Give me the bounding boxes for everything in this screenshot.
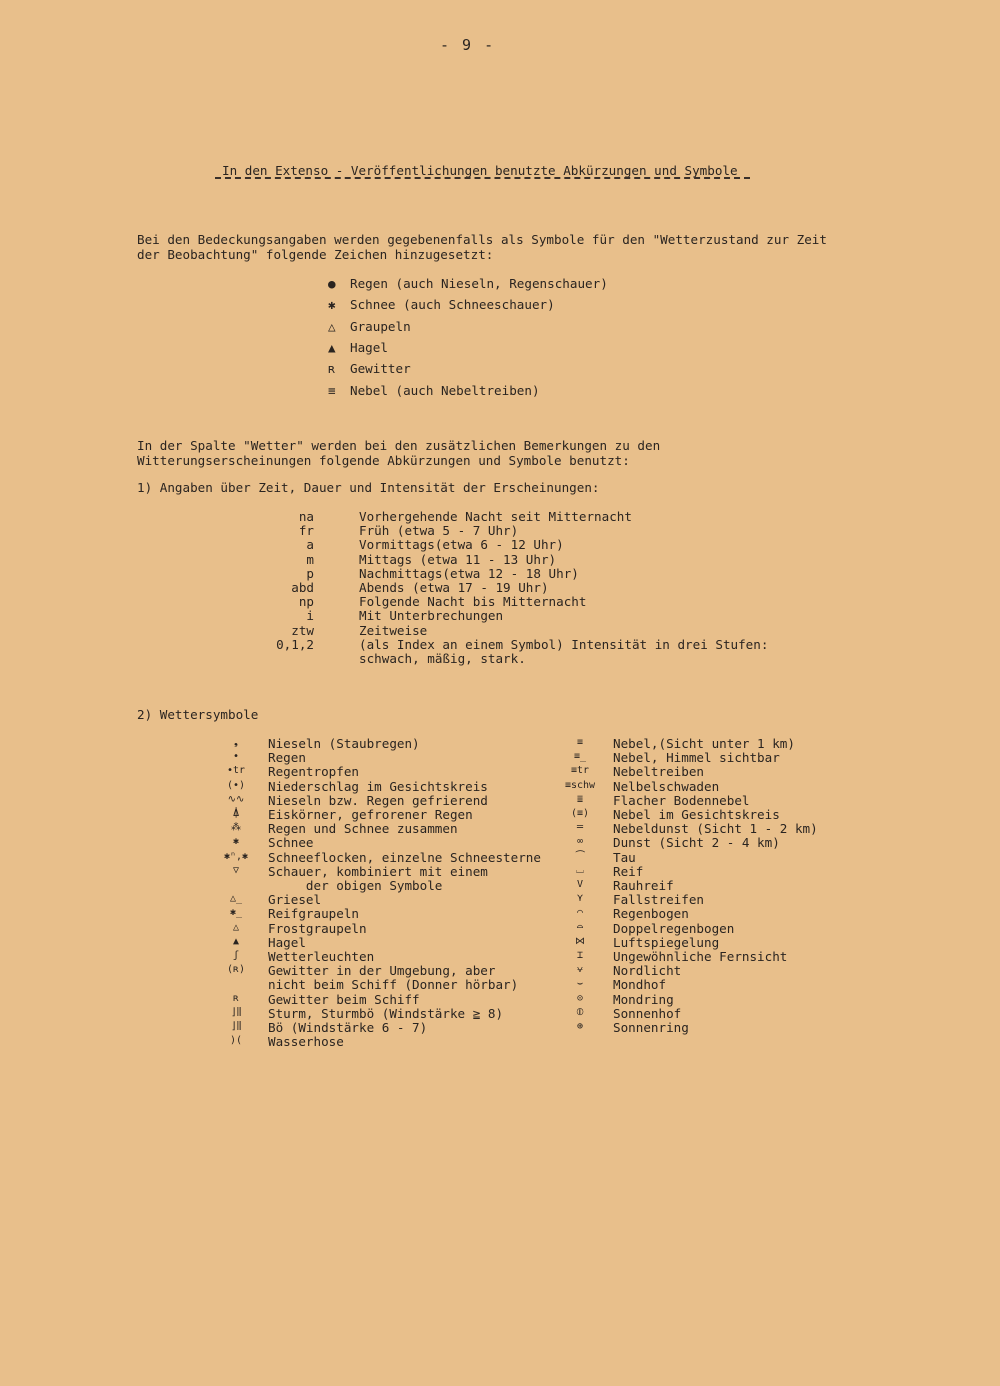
state-symbol-item: [328, 276, 608, 291]
state-symbol-label: Regen (auch Nieseln, Regenschauer): [350, 276, 608, 291]
weather-symbol-icon: ⦶: [576, 1006, 584, 1018]
weather-symbol-icon: ⌶: [576, 950, 584, 961]
abbreviation-meaning: Früh (etwa 5 - 7 Uhr): [359, 523, 519, 539]
weather-symbol-icon: ⋈: [575, 935, 585, 947]
weather-symbol-label: Sturm, Sturmbö (Windstärke ≧ 8): [268, 1005, 504, 1021]
weather-symbol-label: Flacher Bodennebel: [613, 792, 750, 808]
weather-symbol-icon: ⌴: [576, 864, 584, 876]
column-paragraph: In der Spalte "Wetter" werden bei den zusätzlichen Bemerkungen zu den Witterungserscheinungen folgende Abkürzungen und Symbole benutzt:: [137, 438, 668, 468]
weather-symbol-icon: ∿∿: [227, 793, 245, 805]
weather-symbol-label: Tau: [613, 849, 636, 865]
state-symbol-label: Gewitter: [350, 361, 411, 377]
weather-symbol-label: Wetterleuchten: [268, 949, 375, 964]
state-symbol-item: [328, 319, 411, 334]
weather-symbol-icon: △: [232, 921, 240, 933]
abbreviation-key: ztw: [291, 622, 314, 638]
weather-symbol-label: Gewitter beim Schiff: [268, 991, 420, 1007]
abbreviation-meaning: Nachmittags(etwa 12 - 18 Uhr): [359, 565, 579, 581]
weather-symbol-label: Reifgraupeln: [268, 906, 359, 922]
weather-symbol-label: Nelbelschwaden: [613, 778, 720, 794]
abbreviation-meaning: Folgende Nacht bis Mitternacht: [359, 594, 587, 610]
weather-symbol-label: Hagel: [268, 934, 306, 950]
weather-symbol-icon: ⁂: [231, 822, 241, 834]
weather-symbol-icon: ▲: [232, 935, 240, 947]
weather-symbol-icon: )(: [229, 1035, 243, 1047]
weather-symbol-icon: ✱ⁿ,✱: [223, 850, 249, 862]
weather-symbol-label: Schauer, kombiniert mit einem: [268, 863, 488, 879]
weather-symbol-label: Nebel,(Sicht unter 1 km): [613, 736, 795, 751]
weather-symbol-label: Wasserhose: [268, 1034, 344, 1050]
title-underline: [215, 177, 750, 179]
weather-symbol-icon: ⌋⫼: [230, 1021, 242, 1032]
weather-symbol-label: Nordlicht: [613, 963, 682, 979]
weather-symbol-label: Nieseln (Staubregen): [268, 736, 420, 751]
state-symbol-item: [328, 297, 555, 312]
weather-symbol-icon: ≡̲: [573, 751, 587, 763]
weather-symbol-icon: ≣: [576, 793, 584, 805]
weather-symbol-label: Nebel im Gesichtskreis: [613, 807, 780, 822]
abbreviation-key: a: [306, 537, 314, 553]
weather-symbol-icon: ∞: [576, 836, 584, 848]
weather-symbol-label: Reif: [613, 863, 644, 879]
weather-symbol-label: Doppelregenbogen: [613, 920, 735, 936]
weather-symbol-label: Ungewöhnliche Fernsicht: [613, 949, 788, 964]
weather-symbol-icon: ❟: [234, 737, 238, 748]
weather-symbol-label: Schneeflocken, einzelne Schneesterne: [268, 849, 541, 865]
weather-symbol-label: nicht beim Schiff (Donner hörbar): [268, 977, 519, 993]
weather-symbol-icon: ⍋: [232, 808, 240, 819]
weather-symbol-icon: ⌓: [576, 921, 584, 933]
state-symbol-item: [328, 340, 388, 355]
abbreviation-meaning: Zeitweise: [359, 622, 428, 638]
weather-symbol-label: Mondring: [613, 991, 674, 1007]
weather-symbol-icon: ⋎: [576, 893, 584, 905]
state-symbol-label: Schnee (auch Schneeschauer): [350, 297, 555, 313]
weather-symbol-label: Regentropfen: [268, 764, 359, 780]
weather-symbol-label: Rauhreif: [613, 878, 674, 893]
page-title: In den Extenso - Veröffentlichungen benutzte Abkürzungen und Symbole: [222, 163, 738, 178]
state-symbol-label: Hagel: [350, 339, 388, 355]
weather-symbol-label: Regen und Schnee zusammen: [268, 821, 458, 837]
weather-symbol-label: Regen: [268, 750, 306, 766]
state-symbol-item: [328, 361, 411, 376]
abbreviation-key: na: [298, 509, 314, 524]
weather-symbol-label: Nebeltreiben: [613, 764, 704, 780]
weather-symbol-icon: (≡): [570, 808, 590, 819]
abbreviation-meaning: Mittags (etwa 11 - 13 Uhr): [359, 551, 557, 567]
weather-symbol-label: Dunst (Sicht 2 - 4 km): [613, 835, 780, 851]
weather-symbol-icon: ʀ: [232, 992, 240, 1004]
weather-symbol-label: Niederschlag im Gesichtskreis: [268, 778, 488, 794]
weather-symbol-label: Griesel: [268, 892, 322, 908]
weather-symbol-icon: ʃ: [232, 950, 240, 961]
abbreviation-meaning: Mit Unterbrechungen: [359, 608, 504, 624]
abbreviation-key: m: [306, 551, 314, 567]
weather-symbol-icon: ▲: [328, 339, 336, 355]
section-2-title: 2) Wettersymbole: [137, 707, 259, 722]
weather-symbol-icon: ═: [576, 822, 584, 834]
weather-symbol-icon: ≡tr: [570, 765, 590, 777]
state-symbol-item: [328, 383, 540, 398]
weather-symbol-label: Luftspiegelung: [613, 934, 720, 950]
weather-symbol-icon: ≡schw: [564, 779, 596, 791]
weather-symbol-icon: ⊕: [576, 1021, 584, 1032]
weather-symbol-icon: ✱: [328, 297, 336, 313]
page-number: - 9 -: [440, 36, 496, 54]
weather-symbol-icon: ≡: [328, 382, 336, 398]
weather-symbol-label: Fallstreifen: [613, 892, 704, 908]
weather-symbol-icon: ✱̲: [229, 907, 243, 919]
weather-symbol-label: Sonnenring: [613, 1020, 689, 1035]
weather-symbol-icon: (ʀ): [226, 964, 246, 976]
weather-symbol-icon: ⌣: [576, 978, 584, 990]
weather-symbol-label: Regenbogen: [613, 906, 689, 922]
weather-symbol-label: Schnee: [268, 835, 314, 851]
weather-symbol-icon: ≡: [576, 737, 584, 748]
abbreviation-meaning: schwach, mäßig, stark.: [359, 651, 526, 666]
weather-symbol-icon: △̲: [229, 893, 243, 905]
weather-symbol-label: Nieseln bzw. Regen gefrierend: [268, 792, 488, 808]
weather-symbol-icon: •tr: [226, 765, 246, 777]
weather-symbol-icon: ⏜: [575, 850, 585, 862]
abbreviation-meaning: Vorhergehende Nacht seit Mitternacht: [359, 509, 632, 524]
state-symbol-label: Nebel (auch Nebeltreiben): [350, 382, 540, 398]
weather-symbol-label: Bö (Windstärke 6 - 7): [268, 1020, 428, 1035]
weather-symbol-icon: V: [576, 879, 584, 890]
weather-symbol-label: Sonnenhof: [613, 1005, 682, 1021]
weather-symbol-icon: ⌒: [576, 907, 584, 919]
abbreviation-key: fr: [298, 523, 314, 539]
abbreviation-meaning: Abends (etwa 17 - 19 Uhr): [359, 580, 549, 595]
weather-symbol-icon: •: [232, 751, 240, 763]
weather-symbol-icon: ▽: [232, 864, 240, 876]
weather-symbol-label: der obigen Symbole: [268, 878, 443, 893]
intro-paragraph: Bei den Bedeckungsangaben werden gegebenenfalls als Symbole für den "Wetterzustand zur Zeit der Beobachtung" folgende Zeichen hinzugesetzt:: [137, 232, 835, 262]
abbreviation-key: np: [298, 594, 314, 610]
weather-symbol-label: Eiskörner, gefrorener Regen: [268, 807, 473, 822]
state-symbol-label: Graupeln: [350, 318, 411, 334]
weather-symbol-icon: ʀ: [328, 361, 336, 377]
abbreviation-key: abd: [291, 580, 314, 595]
weather-symbol-label: Nebel, Himmel sichtbar: [613, 750, 780, 766]
abbreviation-key: 0,1,2: [276, 636, 314, 652]
weather-symbol-label: Mondhof: [613, 977, 667, 993]
abbreviation-key: p: [306, 565, 314, 581]
weather-symbol-label: Nebeldunst (Sicht 1 - 2 km): [613, 821, 818, 837]
abbreviation-meaning: (als Index an einem Symbol) Intensität in drei Stufen:: [359, 636, 769, 652]
weather-symbol-label: Frostgraupeln: [268, 920, 367, 936]
weather-symbol-label: Gewitter in der Umgebung, aber: [268, 963, 496, 979]
weather-symbol-icon: ●: [328, 276, 336, 291]
weather-symbol-icon: ⩝: [577, 964, 583, 976]
section-1-title: 1) Angaben über Zeit, Dauer und Intensität der Erscheinungen:: [137, 480, 600, 495]
weather-symbol-icon: ⊝: [576, 992, 584, 1004]
weather-symbol-icon: △: [328, 318, 336, 334]
weather-symbol-icon: (•): [226, 779, 246, 791]
abbreviation-key: i: [306, 608, 314, 624]
abbreviation-meaning: Vormittags(etwa 6 - 12 Uhr): [359, 537, 564, 553]
weather-symbol-icon: ⌋⫼: [230, 1006, 242, 1018]
weather-symbol-icon: ✱: [232, 836, 240, 848]
